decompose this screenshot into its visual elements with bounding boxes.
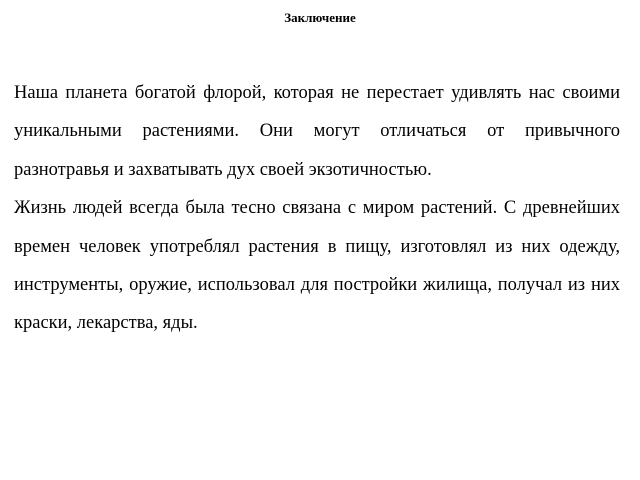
paragraph-people-and-plants: Жизнь людей всегда была тесно связана с миром растений. С древнейших времен человек употреблял растения в пищу, изготовлял из них одежду, инструменты, оружие, использовал для постройки жилища, получал из них краски, лекарства, яды. (14, 198, 620, 334)
paragraph-flora: Наша планета богатой флорой, которая не перестает удивлять нас своими уникальными растениями. Они могут отличаться от привычного разнотравья и захватывать дух своей экзотичностью. (14, 83, 620, 180)
document-body (14, 74, 620, 343)
page-title: Заключение (284, 10, 356, 25)
